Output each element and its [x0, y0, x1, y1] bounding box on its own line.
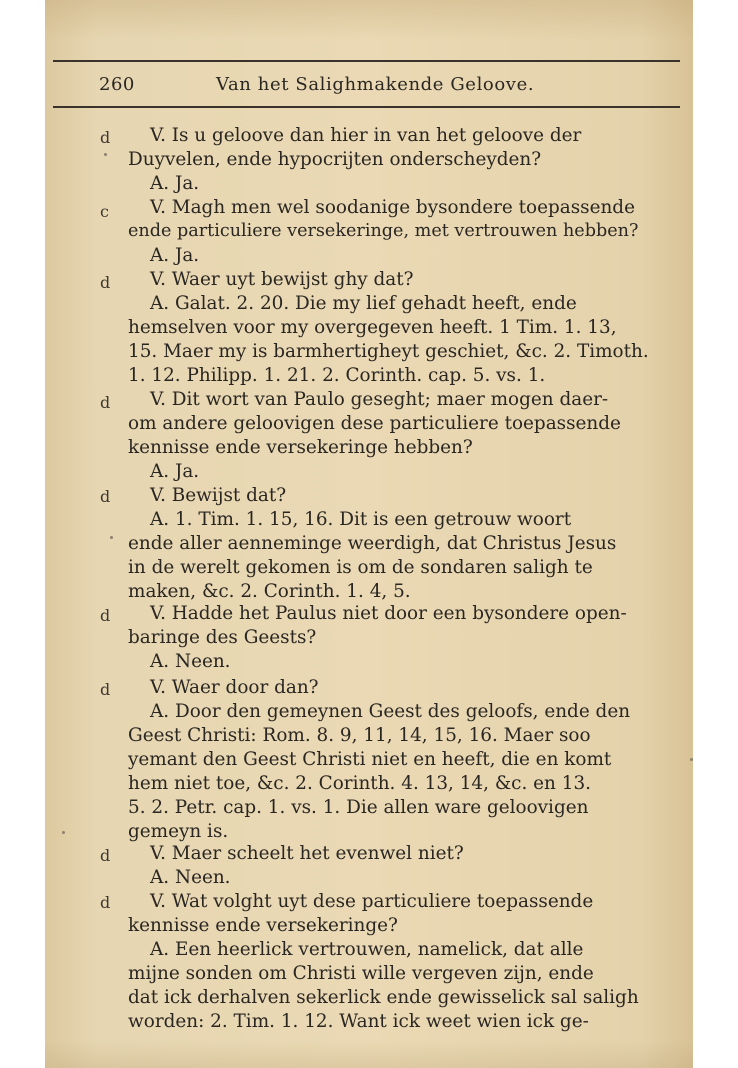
- text-line: maken, &c. 2. Corinth. 1. 4, 5.: [128, 581, 411, 602]
- text-line: V. Waer uyt bewijst ghy dat?: [150, 269, 414, 290]
- paper-speck: [690, 758, 693, 761]
- margin-marker: d: [100, 680, 111, 699]
- text-line: worden: 2. Tim. 1. 12. Want ick weet wien ick ge-: [128, 1011, 589, 1032]
- text-line: mijne sonden om Christi wille vergeven zijn, ende: [128, 963, 594, 984]
- margin-marker: d: [100, 128, 111, 147]
- text-line: Duyvelen, ende hypocrijten onderscheyden?: [128, 149, 542, 170]
- text-line: A. Ja.: [150, 173, 200, 194]
- margin-marker: c: [100, 202, 109, 221]
- text-line: A. Door den gemeynen Geest des geloofs, ende den: [150, 701, 631, 722]
- page-number: 260: [99, 74, 135, 95]
- margin-marker: d: [100, 846, 111, 865]
- margin-marker: d: [100, 487, 111, 506]
- text-line: V. Maer scheelt het evenwel niet?: [150, 843, 464, 864]
- page-shadow: [45, 0, 693, 40]
- text-line: A. Een heerlick vertrouwen, namelick, dat alle: [150, 939, 584, 960]
- paper-speck: [110, 536, 113, 539]
- page-bottom-shadow: [45, 1040, 693, 1068]
- text-line: in de werelt gekomen is om de sondaren saligh te: [128, 557, 593, 578]
- text-line: kennisse ende versekeringe hebben?: [128, 437, 473, 458]
- running-title: Van het Salighmakende Geloove.: [216, 74, 535, 95]
- text-line: A. Neen.: [150, 867, 231, 888]
- header-rule-bottom: [53, 106, 680, 108]
- margin-marker: d: [100, 893, 111, 912]
- text-line: hem niet toe, &c. 2. Corinth. 4. 13, 14, &c. en 13.: [128, 773, 591, 794]
- text-line: baringe des Geests?: [128, 627, 317, 648]
- text-line: A. 1. Tim. 1. 15, 16. Dit is een getrouw woort: [150, 509, 572, 530]
- margin-marker: d: [100, 273, 111, 292]
- paper-speck: [62, 831, 65, 834]
- text-line: Geest Christi: Rom. 8. 9, 11, 14, 15, 16. Maer soo: [128, 725, 591, 746]
- text-line: hemselven voor my overgegeven heeft. 1 Tim. 1. 13,: [128, 317, 617, 338]
- header-rule-top: [53, 60, 680, 62]
- text-line: A. Galat. 2. 20. Die my lief gehadt heeft, ende: [150, 293, 577, 314]
- text-line: ende particuliere versekeringe, met vertrouwen hebben?: [128, 221, 639, 241]
- paper-speck: [104, 153, 107, 156]
- text-line: V. Is u geloove dan hier in van het geloove der: [150, 125, 582, 146]
- text-line: V. Dit wort van Paulo geseght; maer mogen daer-: [150, 389, 609, 410]
- text-line: 15. Maer my is barmhertigheyt geschiet, &c. 2. Timoth.: [128, 341, 649, 362]
- text-line: ende aller aenneminge weerdigh, dat Christus Jesus: [128, 533, 617, 554]
- text-line: dat ick derhalven sekerlick ende gewisselick sal saligh: [128, 987, 639, 1008]
- text-line: A. Ja.: [150, 245, 200, 266]
- text-line: V. Wat volght uyt dese particuliere toepassende: [150, 891, 594, 912]
- text-line: V. Waer door dan?: [150, 677, 319, 698]
- text-line: kennisse ende versekeringe?: [128, 915, 398, 936]
- text-line: A. Neen.: [150, 651, 231, 672]
- text-line: A. Ja.: [150, 461, 200, 482]
- margin-marker: d: [100, 606, 111, 625]
- text-line: 5. 2. Petr. cap. 1. vs. 1. Die allen ware geloovigen: [128, 797, 589, 818]
- margin-marker: d: [100, 393, 111, 412]
- text-line: V. Magh men wel soodanige bysondere toepassende: [150, 197, 635, 218]
- text-line: V. Bewijst dat?: [150, 485, 287, 506]
- text-line: V. Hadde het Paulus niet door een bysondere open-: [150, 603, 627, 624]
- text-line: yemant den Geest Christi niet en heeft, die en komt: [128, 749, 612, 770]
- text-line: om andere geloovigen dese particuliere toepassende: [128, 413, 621, 434]
- text-line: gemeyn is.: [128, 821, 229, 842]
- text-line: 1. 12. Philipp. 1. 21. 2. Corinth. cap. 5. vs. 1.: [128, 365, 546, 386]
